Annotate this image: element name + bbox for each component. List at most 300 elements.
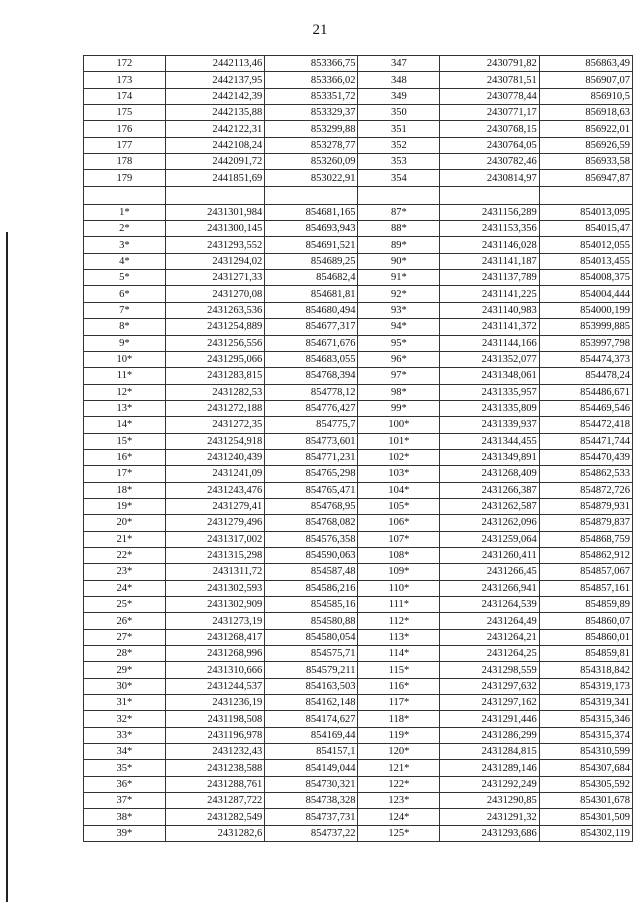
point-number-left: 4*: [84, 253, 166, 269]
y-coordinate-left: 854765,298: [265, 466, 358, 482]
x-coordinate-left: 2441851,69: [165, 170, 264, 186]
table-row: [84, 613, 633, 629]
y-coordinate-left: 854776,427: [265, 400, 358, 416]
point-number-right: 102*: [358, 449, 440, 465]
y-coordinate-right: 854857,161: [539, 580, 632, 596]
x-coordinate-left: 2431256,556: [165, 335, 264, 351]
x-coordinate-right: 2431260,411: [440, 547, 539, 563]
y-coordinate-left: 853299,88: [265, 121, 358, 137]
x-coordinate-right: 2431268,409: [440, 466, 539, 482]
point-number-left: 24*: [84, 580, 166, 596]
x-coordinate-right: 2431292,249: [440, 776, 539, 792]
point-number-left: 26*: [84, 613, 166, 629]
point-number-right: 96*: [358, 351, 440, 367]
point-number-left: 27*: [84, 629, 166, 645]
point-number-left: 12*: [84, 384, 166, 400]
x-coordinate-left: 2431198,508: [165, 711, 264, 727]
y-coordinate-left: 854681,81: [265, 286, 358, 302]
x-coordinate-left: 2431300,145: [165, 221, 264, 237]
x-coordinate-right: 2431144,166: [440, 335, 539, 351]
y-coordinate-left: 854737,731: [265, 809, 358, 825]
x-coordinate-right: 2431141,372: [440, 319, 539, 335]
point-number-right: 92*: [358, 286, 440, 302]
point-number-right: 99*: [358, 400, 440, 416]
y-coordinate-left: 854680,494: [265, 302, 358, 318]
x-coordinate-left: 2431295,066: [165, 351, 264, 367]
point-number-right: 114*: [358, 646, 440, 662]
point-number-left: 29*: [84, 662, 166, 678]
point-number-left: 21*: [84, 531, 166, 547]
point-number-left: 15*: [84, 433, 166, 449]
table-row: [84, 368, 633, 384]
x-coordinate-right: 2430814,97: [440, 170, 539, 186]
x-coordinate-left: 2442122,31: [165, 121, 264, 137]
point-number-right: 124*: [358, 809, 440, 825]
point-number-left: 28*: [84, 646, 166, 662]
x-coordinate-right: 2431140,983: [440, 302, 539, 318]
y-coordinate-left: 854768,95: [265, 498, 358, 514]
x-coordinate-left: 2431302,593: [165, 580, 264, 596]
x-coordinate-left: 2431282,6: [165, 825, 264, 841]
x-coordinate-left: 2431311,72: [165, 564, 264, 580]
y-coordinate-left: 854737,22: [265, 825, 358, 841]
point-number-left: 1*: [84, 204, 166, 220]
y-coordinate-right: 854013,095: [539, 204, 632, 220]
x-coordinate-left: 2431310,666: [165, 662, 264, 678]
x-coordinate-left: 2431271,33: [165, 270, 264, 286]
point-number-left: 175: [84, 105, 166, 121]
point-number-left: 32*: [84, 711, 166, 727]
y-coordinate-left: 854682,4: [265, 270, 358, 286]
y-coordinate-right: 854879,837: [539, 515, 632, 531]
point-number-left: 19*: [84, 498, 166, 514]
x-coordinate-right: 2431291,446: [440, 711, 539, 727]
table-row: [84, 237, 633, 253]
point-number-left: 173: [84, 72, 166, 88]
y-coordinate-left: 854586,216: [265, 580, 358, 596]
table-row: [84, 417, 633, 433]
y-coordinate-right: 854478,24: [539, 368, 632, 384]
table-row: [84, 629, 633, 645]
point-number-right: 104*: [358, 482, 440, 498]
y-coordinate-left: 854174,627: [265, 711, 358, 727]
table-row: [84, 498, 633, 514]
table-row: [84, 482, 633, 498]
y-coordinate-left: 854730,321: [265, 776, 358, 792]
point-number-right: 95*: [358, 335, 440, 351]
x-coordinate-right: 2431291,32: [440, 809, 539, 825]
point-number-right: 108*: [358, 547, 440, 563]
table-row: [84, 580, 633, 596]
y-coordinate-right: 854860,01: [539, 629, 632, 645]
y-coordinate-right: 854486,671: [539, 384, 632, 400]
y-coordinate-left: 854768,082: [265, 515, 358, 531]
y-coordinate-left: 854149,044: [265, 760, 358, 776]
y-coordinate-left: 854765,471: [265, 482, 358, 498]
y-coordinate-right: 854860,07: [539, 613, 632, 629]
table-row: [84, 221, 633, 237]
point-number-right: 354: [358, 170, 440, 186]
table-row: [84, 793, 633, 809]
point-number-left: 8*: [84, 319, 166, 335]
y-coordinate-right: 854862,533: [539, 466, 632, 482]
x-coordinate-left: [165, 186, 264, 204]
y-coordinate-right: 854301,509: [539, 809, 632, 825]
table-row: [84, 711, 633, 727]
table-row: [84, 531, 633, 547]
table-row: [84, 678, 633, 694]
point-number-right: 116*: [358, 678, 440, 694]
y-coordinate-right: 854859,81: [539, 646, 632, 662]
x-coordinate-right: 2430791,82: [440, 56, 539, 72]
point-number-left: 17*: [84, 466, 166, 482]
y-coordinate-left: 854585,16: [265, 597, 358, 613]
table-row: [84, 515, 633, 531]
point-number-right: 118*: [358, 711, 440, 727]
table-row: [84, 319, 633, 335]
x-coordinate-right: 2431349,891: [440, 449, 539, 465]
x-coordinate-left: 2431254,918: [165, 433, 264, 449]
x-coordinate-left: 2431279,496: [165, 515, 264, 531]
point-number-left: 5*: [84, 270, 166, 286]
point-number-left: 30*: [84, 678, 166, 694]
y-coordinate-left: 854771,231: [265, 449, 358, 465]
point-number-left: 31*: [84, 695, 166, 711]
separator-row: [84, 186, 633, 204]
x-coordinate-right: 2431153,356: [440, 221, 539, 237]
point-number-left: 39*: [84, 825, 166, 841]
point-number-right: 90*: [358, 253, 440, 269]
x-coordinate-left: 2431254,889: [165, 319, 264, 335]
point-number-right: 117*: [358, 695, 440, 711]
point-number-right: 350: [358, 105, 440, 121]
x-coordinate-left: 2442135,88: [165, 105, 264, 121]
point-number-right: 113*: [358, 629, 440, 645]
x-coordinate-right: [440, 186, 539, 204]
x-coordinate-left: 2431270,08: [165, 286, 264, 302]
table-row: [84, 449, 633, 465]
table-row: [84, 351, 633, 367]
margin-line: [6, 232, 8, 902]
y-coordinate-right: 856907,07: [539, 72, 632, 88]
table-row: [84, 204, 633, 220]
table-row: [84, 744, 633, 760]
x-coordinate-right: 2431348,061: [440, 368, 539, 384]
table-row: [84, 56, 633, 72]
x-coordinate-right: 2431284,815: [440, 744, 539, 760]
point-number-left: 3*: [84, 237, 166, 253]
table-row: [84, 270, 633, 286]
x-coordinate-left: 2431241,09: [165, 466, 264, 482]
x-coordinate-right: 2430764,05: [440, 137, 539, 153]
table-row: [84, 302, 633, 318]
y-coordinate-left: 853329,37: [265, 105, 358, 121]
x-coordinate-right: 2431266,387: [440, 482, 539, 498]
point-number-right: 107*: [358, 531, 440, 547]
point-number-right: 110*: [358, 580, 440, 596]
x-coordinate-right: 2431286,299: [440, 727, 539, 743]
point-number-right: 121*: [358, 760, 440, 776]
point-number-right: 115*: [358, 662, 440, 678]
y-coordinate-right: 854469,546: [539, 400, 632, 416]
y-coordinate-left: 854778,12: [265, 384, 358, 400]
point-number-left: 2*: [84, 221, 166, 237]
y-coordinate-left: 854768,394: [265, 368, 358, 384]
y-coordinate-left: 854163,503: [265, 678, 358, 694]
y-coordinate-left: [265, 186, 358, 204]
y-coordinate-right: 854474,373: [539, 351, 632, 367]
point-number-left: 7*: [84, 302, 166, 318]
table-row: [84, 121, 633, 137]
coordinates-table: [83, 55, 633, 842]
y-coordinate-right: 854318,842: [539, 662, 632, 678]
y-coordinate-left: 854157,1: [265, 744, 358, 760]
x-coordinate-left: 2431268,996: [165, 646, 264, 662]
y-coordinate-right: 856947,87: [539, 170, 632, 186]
point-number-right: 349: [358, 88, 440, 104]
point-number-left: 36*: [84, 776, 166, 792]
x-coordinate-right: 2431290,85: [440, 793, 539, 809]
y-coordinate-right: 856933,58: [539, 154, 632, 170]
table-row: [84, 105, 633, 121]
point-number-left: 25*: [84, 597, 166, 613]
x-coordinate-right: 2431266,941: [440, 580, 539, 596]
point-number-right: 119*: [358, 727, 440, 743]
point-number-left: 174: [84, 88, 166, 104]
point-number-right: 106*: [358, 515, 440, 531]
y-coordinate-right: 856910,5: [539, 88, 632, 104]
point-number-left: 16*: [84, 449, 166, 465]
x-coordinate-left: 2431238,588: [165, 760, 264, 776]
x-coordinate-right: 2431297,632: [440, 678, 539, 694]
point-number-right: 111*: [358, 597, 440, 613]
point-number-left: [84, 186, 166, 204]
x-coordinate-right: 2430782,46: [440, 154, 539, 170]
y-coordinate-right: 854310,599: [539, 744, 632, 760]
page-number: 21: [312, 22, 328, 38]
table-row: [84, 597, 633, 613]
y-coordinate-left: 854580,88: [265, 613, 358, 629]
x-coordinate-left: 2431196,978: [165, 727, 264, 743]
y-coordinate-left: 854162,148: [265, 695, 358, 711]
y-coordinate-left: 854773,601: [265, 433, 358, 449]
point-number-right: 103*: [358, 466, 440, 482]
y-coordinate-right: 853999,885: [539, 319, 632, 335]
x-coordinate-right: 2430781,51: [440, 72, 539, 88]
point-number-left: 11*: [84, 368, 166, 384]
x-coordinate-right: 2431335,957: [440, 384, 539, 400]
table-row: [84, 154, 633, 170]
y-coordinate-right: [539, 186, 632, 204]
x-coordinate-right: 2431146,028: [440, 237, 539, 253]
y-coordinate-left: 854590,063: [265, 547, 358, 563]
x-coordinate-left: 2431240,439: [165, 449, 264, 465]
x-coordinate-left: 2442091,72: [165, 154, 264, 170]
y-coordinate-right: 854879,931: [539, 498, 632, 514]
point-number-left: 6*: [84, 286, 166, 302]
point-number-left: 172: [84, 56, 166, 72]
x-coordinate-right: 2431264,539: [440, 597, 539, 613]
x-coordinate-right: 2430778,44: [440, 88, 539, 104]
y-coordinate-right: 854307,684: [539, 760, 632, 776]
y-coordinate-right: 854315,374: [539, 727, 632, 743]
point-number-left: 10*: [84, 351, 166, 367]
y-coordinate-left: 854738,328: [265, 793, 358, 809]
point-number-left: 23*: [84, 564, 166, 580]
table-row: [84, 72, 633, 88]
point-number-left: 20*: [84, 515, 166, 531]
table-row: [84, 88, 633, 104]
x-coordinate-left: 2431293,552: [165, 237, 264, 253]
point-number-right: 93*: [358, 302, 440, 318]
x-coordinate-right: 2431137,789: [440, 270, 539, 286]
point-number-right: 105*: [358, 498, 440, 514]
y-coordinate-left: 854681,165: [265, 204, 358, 220]
x-coordinate-left: 2431315,298: [165, 547, 264, 563]
point-number-right: 347: [358, 56, 440, 72]
point-number-right: 348: [358, 72, 440, 88]
y-coordinate-right: 854013,455: [539, 253, 632, 269]
point-number-left: 176: [84, 121, 166, 137]
x-coordinate-right: 2430771,17: [440, 105, 539, 121]
x-coordinate-left: 2431273,19: [165, 613, 264, 629]
y-coordinate-left: 854576,358: [265, 531, 358, 547]
x-coordinate-left: 2431288,761: [165, 776, 264, 792]
y-coordinate-left: 854691,521: [265, 237, 358, 253]
x-coordinate-left: 2431302,909: [165, 597, 264, 613]
y-coordinate-left: 853366,75: [265, 56, 358, 72]
point-number-right: 100*: [358, 417, 440, 433]
x-coordinate-right: 2431141,225: [440, 286, 539, 302]
point-number-right: 97*: [358, 368, 440, 384]
y-coordinate-left: 854693,943: [265, 221, 358, 237]
point-number-left: 22*: [84, 547, 166, 563]
y-coordinate-left: 853351,72: [265, 88, 358, 104]
y-coordinate-right: 854008,375: [539, 270, 632, 286]
point-number-left: 35*: [84, 760, 166, 776]
y-coordinate-right: 856918,63: [539, 105, 632, 121]
point-number-right: 87*: [358, 204, 440, 220]
y-coordinate-right: 854315,346: [539, 711, 632, 727]
y-coordinate-right: 854319,173: [539, 678, 632, 694]
x-coordinate-left: 2431282,549: [165, 809, 264, 825]
y-coordinate-right: 854862,912: [539, 547, 632, 563]
x-coordinate-left: 2442137,95: [165, 72, 264, 88]
point-number-right: 88*: [358, 221, 440, 237]
x-coordinate-left: 2442108,24: [165, 137, 264, 153]
x-coordinate-left: 2442113,46: [165, 56, 264, 72]
y-coordinate-right: 854004,444: [539, 286, 632, 302]
table-row: [84, 253, 633, 269]
y-coordinate-right: 854470,439: [539, 449, 632, 465]
x-coordinate-left: 2431268,417: [165, 629, 264, 645]
table-row: [84, 825, 633, 841]
point-number-right: 98*: [358, 384, 440, 400]
point-number-right: 112*: [358, 613, 440, 629]
x-coordinate-left: 2431317,002: [165, 531, 264, 547]
x-coordinate-left: 2431244,537: [165, 678, 264, 694]
x-coordinate-left: 2431263,536: [165, 302, 264, 318]
table-row: [84, 809, 633, 825]
x-coordinate-right: 2431141,187: [440, 253, 539, 269]
x-coordinate-left: 2431236,19: [165, 695, 264, 711]
y-coordinate-right: 854301,678: [539, 793, 632, 809]
point-number-right: 122*: [358, 776, 440, 792]
table-row: [84, 170, 633, 186]
y-coordinate-right: 854000,199: [539, 302, 632, 318]
point-number-left: 37*: [84, 793, 166, 809]
x-coordinate-right: 2431259,064: [440, 531, 539, 547]
x-coordinate-left: 2431232,43: [165, 744, 264, 760]
point-number-left: 38*: [84, 809, 166, 825]
y-coordinate-right: 854305,592: [539, 776, 632, 792]
y-coordinate-left: 854580,054: [265, 629, 358, 645]
table-row: [84, 400, 633, 416]
point-number-right: 91*: [358, 270, 440, 286]
y-coordinate-right: 854872,726: [539, 482, 632, 498]
table-row: [84, 662, 633, 678]
table-row: [84, 384, 633, 400]
table-row: [84, 286, 633, 302]
y-coordinate-right: 856922,01: [539, 121, 632, 137]
point-number-right: [358, 186, 440, 204]
point-number-left: 14*: [84, 417, 166, 433]
point-number-left: 9*: [84, 335, 166, 351]
x-coordinate-right: 2431298,559: [440, 662, 539, 678]
x-coordinate-right: 2431289,146: [440, 760, 539, 776]
y-coordinate-left: 854775,7: [265, 417, 358, 433]
y-coordinate-left: 854587,48: [265, 564, 358, 580]
x-coordinate-left: 2431282,53: [165, 384, 264, 400]
point-number-left: 179: [84, 170, 166, 186]
y-coordinate-left: 853366,02: [265, 72, 358, 88]
point-number-left: 34*: [84, 744, 166, 760]
table-row: [84, 433, 633, 449]
y-coordinate-left: 854575,71: [265, 646, 358, 662]
y-coordinate-right: 854302,119: [539, 825, 632, 841]
point-number-right: 123*: [358, 793, 440, 809]
x-coordinate-left: 2431272,188: [165, 400, 264, 416]
point-number-right: 120*: [358, 744, 440, 760]
y-coordinate-left: 854677,317: [265, 319, 358, 335]
point-number-left: 13*: [84, 400, 166, 416]
table-row: [84, 564, 633, 580]
x-coordinate-left: 2431301,984: [165, 204, 264, 220]
point-number-left: 33*: [84, 727, 166, 743]
x-coordinate-left: 2442142,39: [165, 88, 264, 104]
point-number-left: 178: [84, 154, 166, 170]
y-coordinate-right: 854012,055: [539, 237, 632, 253]
table-row: [84, 137, 633, 153]
table-row: [84, 646, 633, 662]
y-coordinate-right: 854472,418: [539, 417, 632, 433]
y-coordinate-right: 854857,067: [539, 564, 632, 580]
table-row: [84, 547, 633, 563]
x-coordinate-left: 2431294,02: [165, 253, 264, 269]
x-coordinate-left: 2431279,41: [165, 498, 264, 514]
point-number-right: 353: [358, 154, 440, 170]
x-coordinate-right: 2431264,25: [440, 646, 539, 662]
y-coordinate-right: 856926,59: [539, 137, 632, 153]
table-row: [84, 760, 633, 776]
point-number-right: 352: [358, 137, 440, 153]
y-coordinate-right: 854015,47: [539, 221, 632, 237]
point-number-left: 177: [84, 137, 166, 153]
coordinates-table-body: [84, 56, 633, 842]
y-coordinate-left: 854169,44: [265, 727, 358, 743]
x-coordinate-right: 2431335,809: [440, 400, 539, 416]
y-coordinate-left: 853278,77: [265, 137, 358, 153]
